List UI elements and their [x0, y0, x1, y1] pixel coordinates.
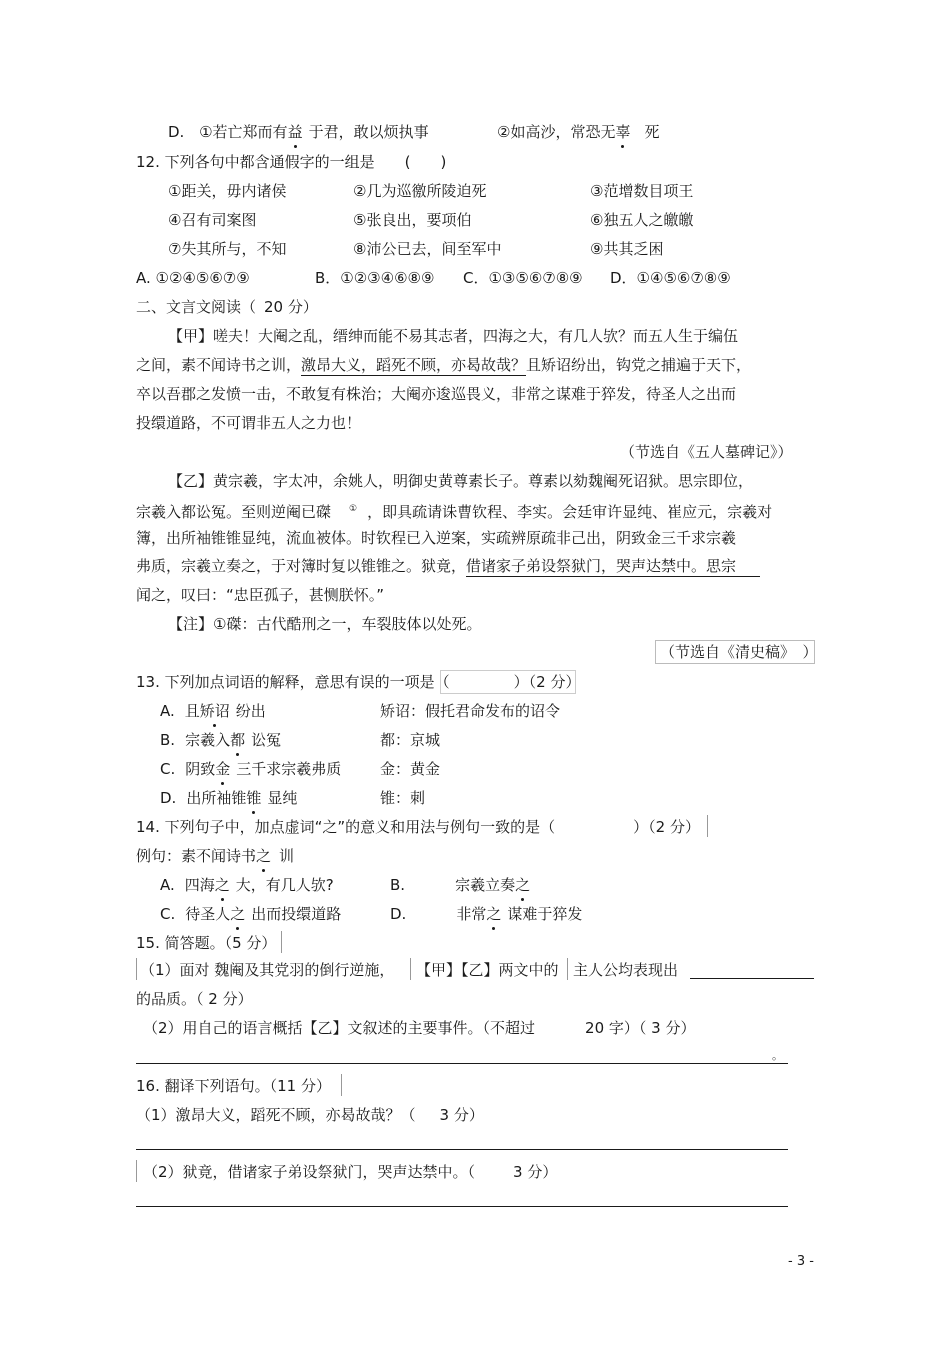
- q14-option-a: A. 四海之 大，有几人欤?: [160, 876, 334, 894]
- q15-part1-d: 的品质。（ 2 分）: [136, 990, 253, 1008]
- answer-line[interactable]: [136, 1206, 788, 1207]
- passage-jia-line: 之间，素不闻诗书之训，激昂大义，蹈死不顾，亦曷故哉？且矫诏纷出，钩党之捕遍于天下，: [136, 356, 752, 374]
- q13-stem: 13. 下列加点词语的解释，意思有误的一项是（ ）（2 分）: [136, 673, 581, 691]
- passage-jia-line: 【甲】嗟夫！大阉之乱，缙绅而能不易其志者，四海之大，有几人欤？而五人生于编伍: [168, 327, 739, 345]
- q13-option-a: A. 且矫诏 纷出: [160, 702, 266, 720]
- divider: [136, 1160, 137, 1182]
- q16-stem: 16. 翻译下列语句。（11 分）: [136, 1077, 331, 1095]
- passage-yi-line: 弗质，宗羲立奏之，于对簿时复以锥锥之。狱竟，借诸家子弟设祭狱门，哭声达禁中。思宗: [136, 556, 760, 576]
- q13-option-d: D. 出所袖锥锥 显纯: [160, 789, 298, 807]
- divider: [567, 958, 568, 980]
- q13-option-b: B. 宗羲入都 讼冤: [160, 731, 282, 749]
- footnote-marker: ①: [349, 504, 358, 514]
- page-number: - 3 -: [788, 1254, 814, 1269]
- divider: [410, 958, 411, 980]
- q14-option-d: D. 非常之 谋难于猝发: [390, 905, 583, 923]
- q12-item: ⑨共其乏困: [590, 240, 664, 258]
- q13-explanation: 金：黄金: [380, 760, 441, 778]
- q12-item: ④召有司案图: [168, 211, 257, 229]
- passage-yi-line: 宗羲入都讼冤。至则逆阉已磔 ① ，即具疏请诛曹钦程、李实。会廷审许显纯、崔应元，宗羲对: [136, 503, 773, 521]
- divider: [281, 931, 282, 953]
- divider: [341, 1074, 342, 1096]
- q11-option-d-part2: ②如高沙，常恐无辜 死: [497, 123, 660, 141]
- underlined-sentence: 激昂大义，蹈死不顾，亦曷故哉？: [301, 356, 527, 374]
- answer-blank[interactable]: [690, 978, 814, 979]
- q12-option-d: D．①④⑤⑥⑦⑧⑨: [610, 269, 731, 287]
- q14-stem: 14. 下列句子中，加点虚词“之”的意义和用法与例句一致的是（ ）（2 分）: [136, 818, 700, 836]
- passage-yi-line: 闻之，叹曰：“忠臣孤子，甚恻朕怀。”: [136, 586, 385, 604]
- q12-item: ⑧沛公已去，间至军中: [353, 240, 502, 258]
- q15-stem: 15. 简答题。（5 分）: [136, 934, 277, 952]
- passage-jia-line: 卒以吾郡之发愤一击，不敢复有株治；大阉亦逡巡畏义，非常之谋难于猝发，待圣人之出而: [136, 385, 737, 403]
- q16-sentence-1: （1）激昂大义，蹈死不顾，亦曷故哉？（ 3 分）: [136, 1106, 484, 1124]
- q12-item: ⑥独五人之皦皦: [590, 211, 694, 229]
- q12-option-b: B．①②③④⑥⑧⑨: [315, 269, 435, 287]
- passage-jia-source: （节选自《五人墓碑记》）: [620, 443, 793, 461]
- q13-option-c: C. 阴致金 三千求宗羲弗质: [160, 760, 342, 778]
- q11-option-d: D. ①若亡郑而有益 于君，敢以烦执事: [168, 123, 429, 141]
- q12-item: ⑤张良出，要项伯: [353, 211, 472, 229]
- q15-part1-c: 主人公均表现出: [573, 961, 679, 979]
- q12-item: ③范增数目项王: [590, 182, 694, 200]
- q15-part1: （1）面对 魏阉及其党羽的倒行逆施，: [140, 961, 395, 979]
- divider: [136, 958, 137, 980]
- q14-option-b: B. 宗羲立奏之: [390, 876, 531, 894]
- answer-line[interactable]: [136, 1149, 788, 1150]
- q12-item: ①距关，毋内诸侯: [168, 182, 287, 200]
- q14-example: 例句：素不闻诗书之 训: [136, 847, 295, 865]
- passage-yi-line: 簿，出所袖锥锥显纯，流血被体。时钦程已入逆案，实疏辨原疏非己出，阴致金三千求宗羲: [136, 529, 737, 547]
- q12-stem: 12. 下列各句中都含通假字的一组是 ( ): [136, 153, 447, 171]
- q13-explanation: 都：京城: [380, 731, 441, 749]
- passage-yi-note: 【注】①磔：古代酷刑之一，车裂肢体以处死。: [168, 615, 482, 633]
- q14-option-c: C. 待圣人之 出而投缳道路: [160, 905, 342, 923]
- q15-part2: （2）用自己的语言概括【乙】文叙述的主要事件。（不超过 20 字）（ 3 分）: [143, 1019, 696, 1037]
- passage-yi-line: 【乙】黄宗羲，字太冲，余姚人，明御史黄尊素长子。尊素以劾魏阉死诏狱。思宗即位，: [168, 472, 754, 490]
- q15-part1-b: 【甲】【乙】两文中的: [416, 961, 559, 979]
- passage-jia-line: 投缳道路，不可谓非五人之力也！: [136, 414, 362, 432]
- end-mark: 。: [772, 1049, 783, 1062]
- q13-explanation: 矫诏：假托君命发布的诏令: [380, 702, 561, 720]
- answer-line[interactable]: [136, 1063, 788, 1064]
- underlined-sentence: 借诸家子弟设祭狱门，哭声达禁中。思宗: [466, 557, 760, 577]
- passage-yi-source: （节选自《清史稿》 ）: [660, 643, 818, 661]
- q12-option-c: C．①③⑤⑥⑦⑧⑨: [463, 269, 583, 287]
- section-title: 二、文言文阅读（ 20 分）: [136, 298, 318, 316]
- q12-option-a: A. ①②④⑤⑥⑦⑨: [136, 269, 250, 287]
- q16-sentence-2: （2）狱竟，借诸家子弟设祭狱门，哭声达禁中。（ 3 分）: [143, 1163, 558, 1181]
- divider: [707, 815, 708, 837]
- q13-explanation: 锥：刺: [380, 789, 426, 807]
- q12-item: ②几为巡徼所陵迫死: [353, 182, 487, 200]
- q12-item: ⑦失其所与，不知: [168, 240, 287, 258]
